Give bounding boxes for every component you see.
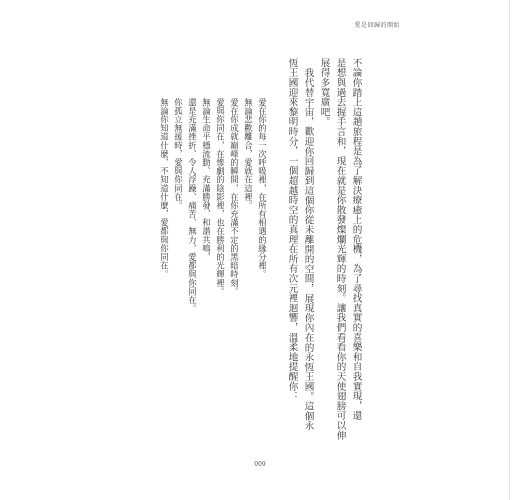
- poem-line-4: 愛與你同在，在慘劇的陰影裡，也在勝利的光輝裡。: [215, 98, 226, 296]
- poem-line-2: 無論悲歡離合，愛就在這裡。: [243, 98, 254, 210]
- running-header: 愛是回歸的開始: [354, 22, 400, 29]
- prose-line-2: 是想與過去握手言和，現在就是你散發燦爛光輝的時刻。讓我們看看你的天使翅膀可以伸: [334, 58, 346, 441]
- prose-line-5: 恆王國迎來黎明時分，一個超越時空的真理在所有次元裡迴響，溫柔地提醒你：: [286, 58, 298, 401]
- poem-line-6: 還是充滿挫折、令人浮躁、痛苦、無力，愛都與你同在。: [187, 98, 198, 313]
- prose-line-4: 我代替宇宙，歡迎你回歸到這個你從未離開的空間，展現你內在的永恆王國。這個永: [302, 68, 314, 431]
- page-number: 009: [254, 461, 266, 468]
- prose-line-3: 展得多寬廣吧。: [318, 58, 330, 127]
- poem-line-7: 你孤立無援時，愛與你同在。: [173, 98, 184, 210]
- poem-line-5: 無論生命平穩流動、充滿勝發，和諧共鳴，: [201, 98, 212, 262]
- page-edge-line: [509, 0, 510, 500]
- poem-line-8: 無論你知道什麼，不知道什麼，愛都與你同在。: [159, 98, 170, 279]
- prose-line-1: 不論你踏上這趟旅程是為了解決療癒上的危機，為了尋找真實的喜樂和自我實現，還: [350, 58, 362, 421]
- poem-line-1: 愛在你的每一次呼吸裡，在所有相遇的緣分裡。: [257, 98, 268, 279]
- poem-line-3: 愛在你成就巔峰的瞬間，在你充滿不定的黑暗時刻。: [229, 98, 240, 296]
